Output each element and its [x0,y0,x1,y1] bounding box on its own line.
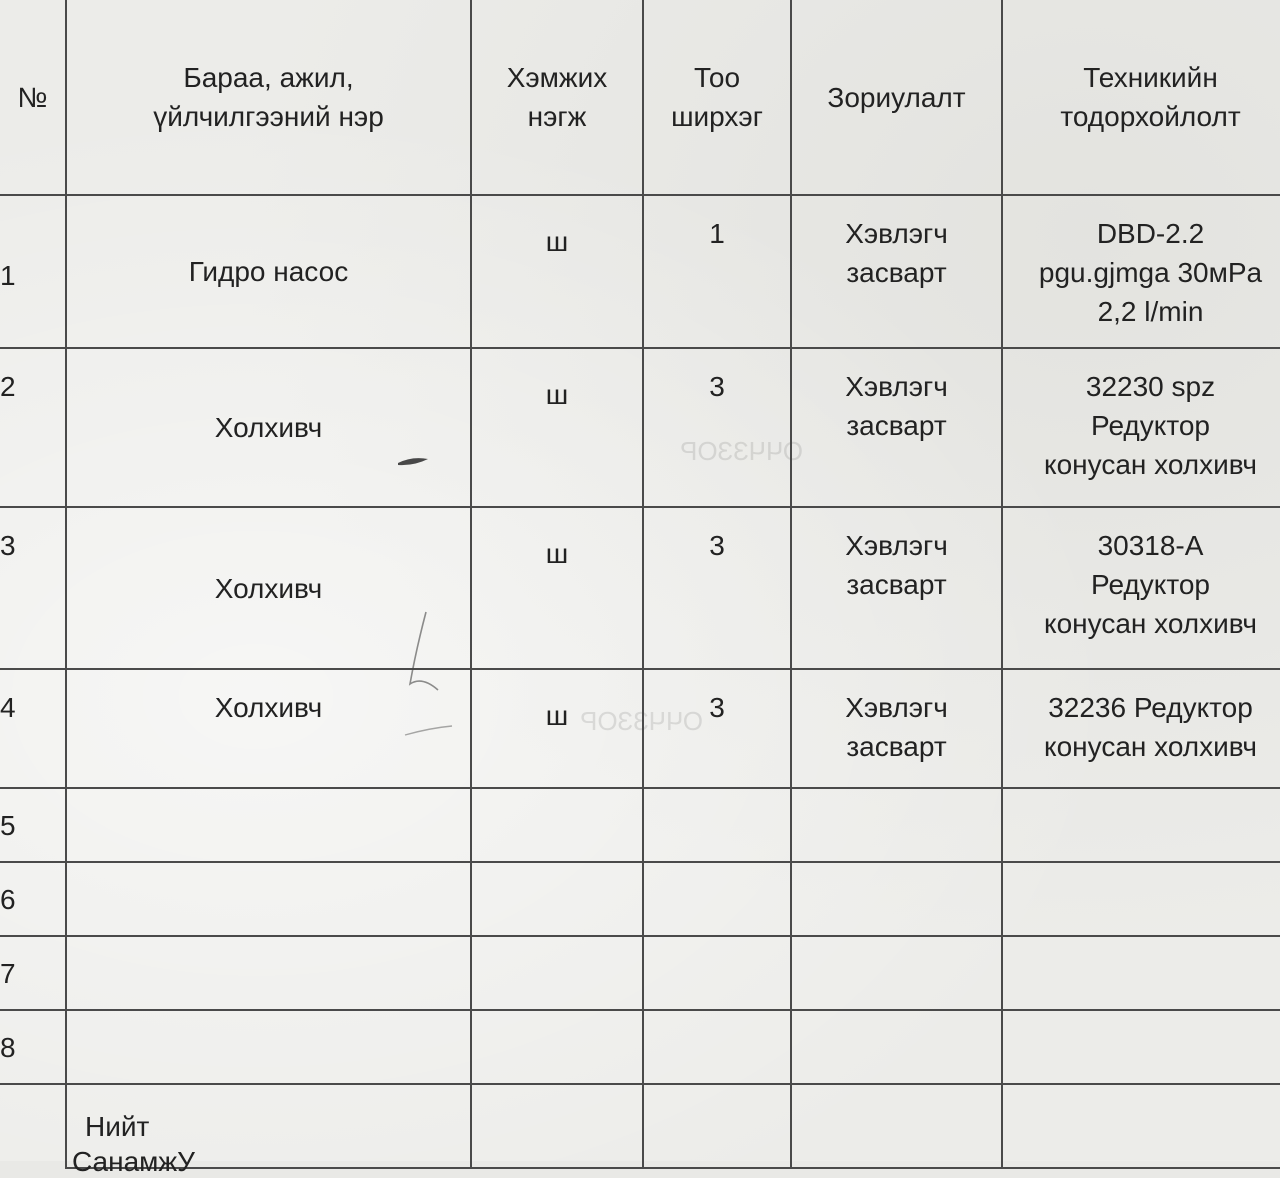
header-quantity: Тоо ширхэг [643,0,791,195]
row-purpose: Хэвлэгч засварт [791,507,1002,669]
empty-cell [471,862,643,936]
row-item-name: Холхивч [66,348,471,507]
empty-cell [1002,936,1280,1010]
empty-cell [471,1010,643,1084]
table-row [0,669,1280,788]
row-number: 2 [0,348,66,507]
table-row [0,195,1280,348]
empty-cell [1002,862,1280,936]
empty-cell [643,788,791,862]
empty-cell [791,1010,1002,1084]
empty-cell [66,862,471,936]
row-item-name: Холхивч [66,507,471,669]
row-purpose: Хэвлэгч засварт [791,348,1002,507]
row-purpose: Хэвлэгч засварт [791,195,1002,348]
row-item-name: Холхивч [66,669,471,788]
row-quantity: 3 [643,348,791,507]
bleed-through-mark: ОЧЧЗЗОР [580,706,703,736]
empty-cell [66,1010,471,1084]
row-number: 3 [0,507,66,669]
empty-cell [1002,1084,1280,1168]
row-quantity: 3 [643,669,791,788]
row-number: 1 [0,195,66,348]
empty-cell [471,1084,643,1168]
row-number: 5 [0,788,66,862]
footer-note: СанамжУ [72,1146,195,1177]
row-number: 4 [0,669,66,788]
header-number: № [0,0,66,195]
empty-cell [0,1084,66,1168]
table-row [0,348,1280,507]
header-technical-spec: Техникийн тодорхойлолт [1002,0,1280,195]
header-item-name: Бараа, ажил, үйлчилгээний нэр [66,0,471,195]
row-number: 8 [0,1010,66,1084]
row-unit: ш [471,507,643,669]
table-row-empty [0,1010,1280,1084]
row-quantity: 1 [643,195,791,348]
empty-cell [1002,1010,1280,1084]
table-row-empty [0,788,1280,862]
table-row [0,507,1280,669]
row-technical-spec: 30318-A Редуктор конусан холхивч [1002,507,1280,669]
empty-cell [791,788,1002,862]
row-unit: ш [471,669,643,788]
table-header-row [0,0,1280,195]
row-unit: ш [471,195,643,348]
table-row-empty [0,862,1280,936]
empty-cell [791,936,1002,1010]
row-number: 6 [0,862,66,936]
row-number: 7 [0,936,66,1010]
empty-cell [643,1084,791,1168]
empty-cell [643,862,791,936]
empty-cell [471,788,643,862]
row-technical-spec: DBD-2.2 pgu.gjmga 30мPa 2,2 l/min [1002,195,1280,348]
header-purpose: Зориулалт [791,0,1002,195]
row-technical-spec: 32236 Редуктор конусан холхивч [1002,669,1280,788]
empty-cell [66,936,471,1010]
total-label: Нийт [66,1084,471,1168]
row-quantity: 3 [643,507,791,669]
empty-cell [66,788,471,862]
empty-cell [471,936,643,1010]
table-row-empty [0,936,1280,1010]
empty-cell [1002,788,1280,862]
bleed-through-mark: ОЧЧЗЗОР [680,436,803,466]
header-unit: Хэмжих нэгж [471,0,643,195]
row-item-name: Гидро насос [66,195,471,348]
empty-cell [791,862,1002,936]
empty-cell [643,936,791,1010]
empty-cell [643,1010,791,1084]
row-unit: ш [471,348,643,507]
row-purpose: Хэвлэгч засварт [791,669,1002,788]
row-technical-spec: 32230 spz Редуктор конусан холхивч [1002,348,1280,507]
empty-cell [791,1084,1002,1168]
